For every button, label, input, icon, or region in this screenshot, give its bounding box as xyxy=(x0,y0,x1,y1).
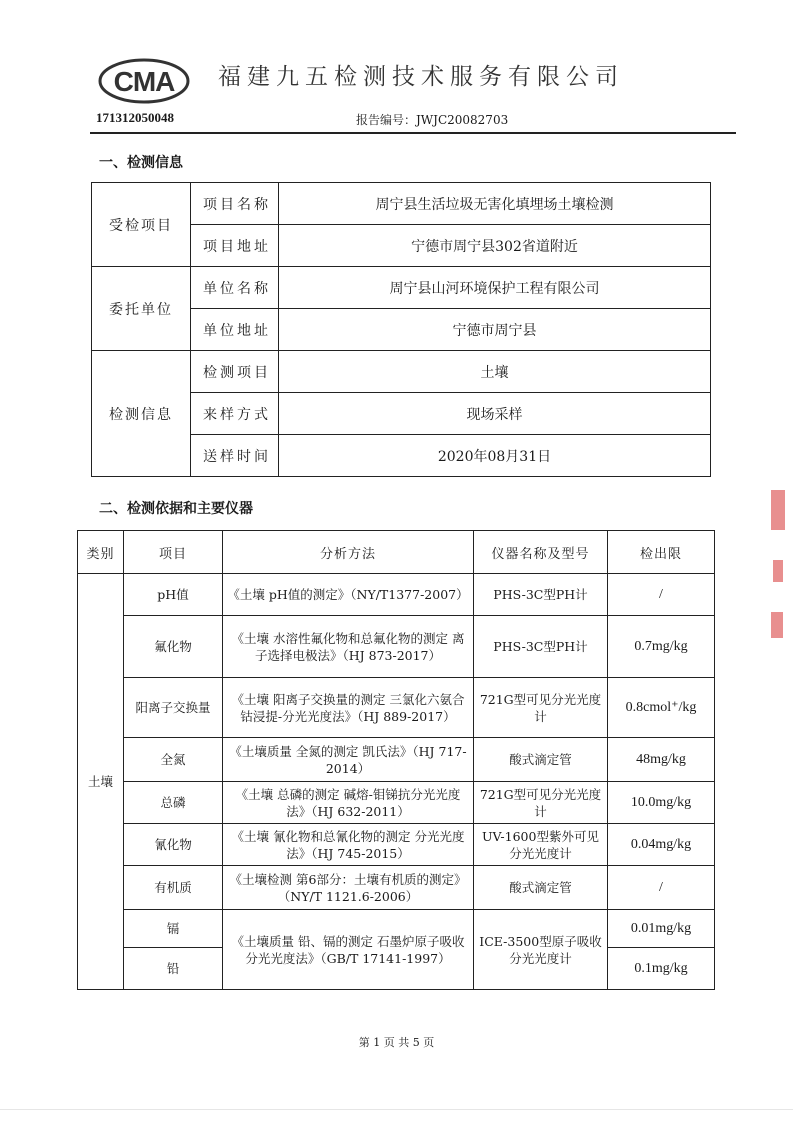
instrument-cell: 721G型可见分光光度计 xyxy=(474,782,608,824)
field-label: 单位名称 xyxy=(191,267,279,309)
table-row xyxy=(92,183,711,225)
group-name: 受检项目 xyxy=(92,183,191,267)
item-cell: 镉 xyxy=(124,910,223,948)
method-cell: 《土壤 水溶性氟化物和总氟化物的测定 离子选择电极法》（HJ 873-2017） xyxy=(223,616,474,678)
seal-fragment xyxy=(771,612,783,638)
item-cell: 阳离子交换量 xyxy=(124,678,223,738)
method-cell: 《土壤检测 第6部分：土壤有机质的测定》（NY/T 1121.6-2006） xyxy=(223,866,474,910)
field-label: 检测项目 xyxy=(191,351,279,393)
instrument-cell: 酸式滴定管 xyxy=(474,866,608,910)
category-cell: 土壤 xyxy=(78,574,124,990)
item-cell: pH值 xyxy=(124,574,223,616)
column-header: 项目 xyxy=(124,531,223,574)
table-row xyxy=(78,866,715,910)
certificate-number: 171312050048 xyxy=(96,110,174,125)
table-row xyxy=(78,574,715,616)
company-name: 福建九五检测技术服务有限公司 xyxy=(218,64,624,90)
page-number: 第 1 页 共 5 页 xyxy=(358,1036,435,1049)
instrument-cell: 721G型可见分光光度计 xyxy=(474,678,608,738)
method-cell: 《土壤 阳离子交换量的测定 三氯化六氨合钴浸提-分光光度法》（HJ 889-2017） xyxy=(223,678,474,738)
instrument-cell: PHS-3C型PH计 xyxy=(474,574,608,616)
item-cell: 氟化物 xyxy=(124,616,223,678)
item-cell: 总磷 xyxy=(124,782,223,824)
table-row xyxy=(78,910,715,948)
table-row xyxy=(92,351,711,393)
item-cell: 全氮 xyxy=(124,738,223,782)
item-cell: 铅 xyxy=(124,948,223,990)
instrument-cell: PHS-3C型PH计 xyxy=(474,616,608,678)
item-cell: 氰化物 xyxy=(124,824,223,866)
limit-cell: 48mg/kg xyxy=(608,738,715,782)
instrument-cell: ICE-3500型原子吸收分光光度计 xyxy=(474,910,608,990)
limit-cell: 0.04mg/kg xyxy=(608,824,715,866)
group-name: 委托单位 xyxy=(92,267,191,351)
table-row xyxy=(78,678,715,738)
field-label: 单位地址 xyxy=(191,309,279,351)
table-row xyxy=(78,824,715,866)
seal-fragment xyxy=(771,490,785,530)
methods-table xyxy=(77,530,715,990)
limit-cell: 0.01mg/kg xyxy=(608,910,715,948)
limit-cell: / xyxy=(608,574,715,616)
group-name: 检测信息 xyxy=(92,351,191,477)
cma-logo-text: CMA xyxy=(113,66,175,97)
method-cell: 《土壤 氰化物和总氰化物的测定 分光光度法》（HJ 745-2015） xyxy=(223,824,474,866)
method-cell: 《土壤 总磷的测定 碱熔-钼锑抗分光光度法》（HJ 632-2011） xyxy=(223,782,474,824)
report-number: 报告编号：JWJC20082703 xyxy=(356,113,509,127)
table-row xyxy=(78,616,715,678)
field-label: 项目名称 xyxy=(191,183,279,225)
column-header: 类别 xyxy=(78,531,124,574)
table-row xyxy=(92,267,711,309)
field-value: 现场采样 xyxy=(279,393,711,435)
field-value: 2020年08月31日 xyxy=(279,435,711,477)
column-header: 分析方法 xyxy=(223,531,474,574)
header-divider xyxy=(90,132,736,134)
table-header-row xyxy=(78,531,715,574)
method-cell: 《土壤 pH值的测定》（NY/T1377-2007） xyxy=(223,574,474,616)
limit-cell: 0.1mg/kg xyxy=(608,948,715,990)
field-value: 宁德市周宁县302省道附近 xyxy=(279,225,711,267)
instrument-cell: UV-1600型紫外可见分光光度计 xyxy=(474,824,608,866)
field-label: 项目地址 xyxy=(191,225,279,267)
column-header: 检出限 xyxy=(608,531,715,574)
section-title-methods-instruments: 二、检测依据和主要仪器 xyxy=(99,501,253,517)
limit-cell: / xyxy=(608,866,715,910)
seal-fragment xyxy=(773,560,783,582)
field-value: 周宁县山河环境保护工程有限公司 xyxy=(279,267,711,309)
field-label: 来样方式 xyxy=(191,393,279,435)
cma-logo xyxy=(96,56,192,106)
field-label: 送样时间 xyxy=(191,435,279,477)
column-header: 仪器名称及型号 xyxy=(474,531,608,574)
method-cell: 《土壤质量 铅、镉的测定 石墨炉原子吸收分光光度法》（GB/T 17141-1997） xyxy=(223,910,474,990)
limit-cell: 10.0mg/kg xyxy=(608,782,715,824)
field-value: 土壤 xyxy=(279,351,711,393)
field-value: 周宁县生活垃圾无害化填埋场土壤检测 xyxy=(279,183,711,225)
instrument-cell: 酸式滴定管 xyxy=(474,738,608,782)
section-title-inspection-info: 一、检测信息 xyxy=(99,155,183,171)
item-cell: 有机质 xyxy=(124,866,223,910)
method-cell: 《土壤质量 全氮的测定 凯氏法》（HJ 717-2014） xyxy=(223,738,474,782)
limit-cell: 0.8cmol⁺/kg xyxy=(608,678,715,738)
table-row xyxy=(78,782,715,824)
inspection-info-table xyxy=(91,182,711,477)
table-row xyxy=(78,738,715,782)
scan-edge xyxy=(0,1109,793,1110)
limit-cell: 0.7mg/kg xyxy=(608,616,715,678)
field-value: 宁德市周宁县 xyxy=(279,309,711,351)
